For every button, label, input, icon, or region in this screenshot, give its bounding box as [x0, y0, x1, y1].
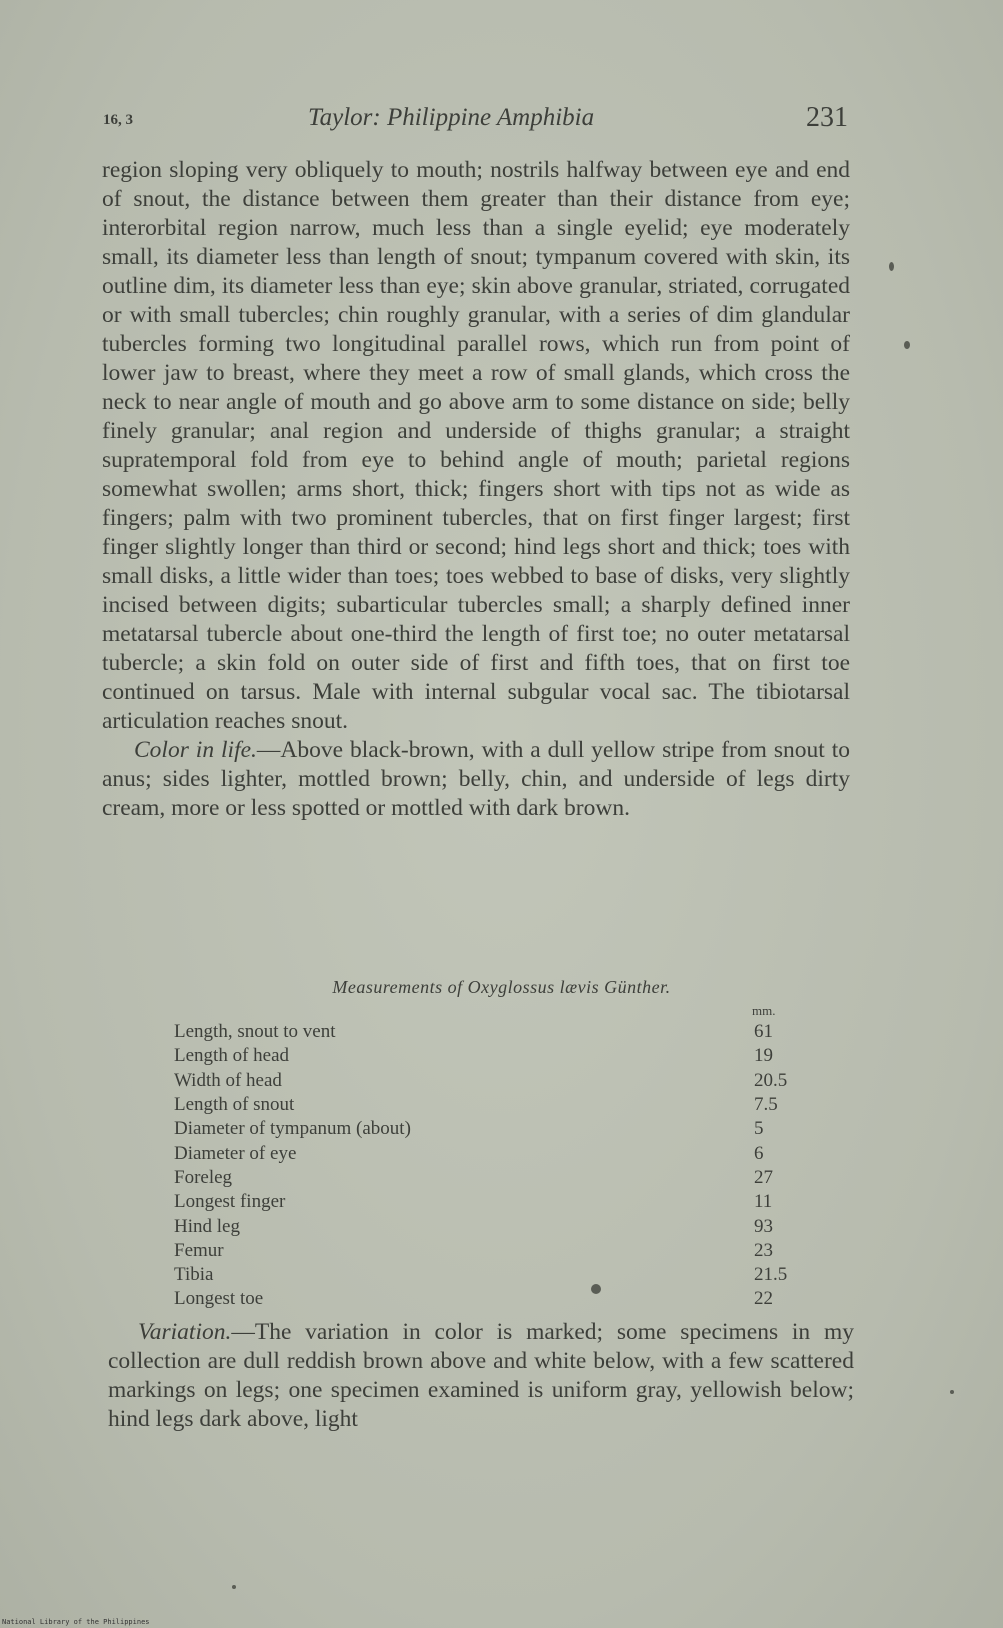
- measurement-value: 19: [754, 1045, 773, 1067]
- measurement-label: Foreleg: [174, 1166, 233, 1188]
- body-text: [102, 156, 850, 823]
- table-row: [174, 1166, 814, 1190]
- measurement-value: 22: [754, 1288, 773, 1310]
- measurement-label: Diameter of eye: [174, 1142, 297, 1164]
- table-row: [174, 1093, 814, 1117]
- variation-paragraph: [108, 1318, 854, 1434]
- measurement-value: 23: [754, 1239, 773, 1261]
- measurement-label: Width of head: [174, 1069, 282, 1091]
- library-credit: National Library of the Philippines: [2, 1618, 150, 1626]
- volume-issue: 16, 3: [103, 112, 133, 128]
- measurements-unit: mm.: [752, 1003, 776, 1018]
- measurement-value: 21.5: [754, 1264, 788, 1286]
- color-in-life-paragraph: [102, 736, 850, 823]
- running-header: [103, 100, 848, 140]
- measurement-label: Length, snout to vent: [174, 1021, 336, 1043]
- color-in-life-text: —Above black-brown, with a dull yellow stripe from snout to anus; sides lighter, mottled brown; belly, chin, and underside of legs dirty cream, more or less spotted or mottled with dark brown.: [102, 737, 850, 821]
- table-row: [174, 1214, 814, 1238]
- table-row: [174, 1069, 814, 1093]
- measurement-value: 5: [754, 1118, 764, 1140]
- measurement-label: Femur: [174, 1239, 224, 1261]
- measurement-value: 93: [754, 1215, 773, 1237]
- measurement-label: Length of head: [174, 1045, 290, 1067]
- description-paragraph: region sloping very obliquely to mouth; nostrils halfway between eye and end of snout, the distance between them greater than their distance from eye; interorbital region narrow, much less than a single eyelid; eye moderately small, its diameter less than length of snout; tympanum covered with skin, its outline dim, its diameter less than eye; skin above granular, striated, corrugated or with small tubercles; chin roughly granular, with a series of dim glandular tubercles forming two longitudinal parallel rows, which run from point of lower jaw to breast, where they meet a row of small glands, which cross the neck to near angle of mouth and go above arm to some distance on side; belly finely granular; anal region and underside of thighs granular; a straight supratemporal fold from eye to behind angle of mouth; parietal regions somewhat swollen; arms short, thick; fingers short with tips not as wide as fingers; palm with two prominent tubercles, that on first finger largest; first finger slightly longer than third or second; hind legs short and thick; toes with small disks, a little wider than toes; toes webbed to base of disks, very slightly incised between digits; subarticular tubercles small; a sharply defined inner metatarsal tubercle about one-third the length of first toe; no outer metatarsal tubercle; a skin fold on outer side of first and fifth toes, that on first toe continued on tarsus. Male with internal subgular vocal sac. The tibiotarsal articulation reaches snout.: [102, 157, 850, 734]
- scan-speck: [232, 1585, 236, 1589]
- measurement-label: Hind leg: [174, 1215, 240, 1237]
- measurement-value: 61: [754, 1021, 773, 1043]
- measurement-value: 20.5: [754, 1069, 788, 1091]
- measurement-label: Diameter of tympanum (about): [174, 1118, 411, 1140]
- measurements-table: [174, 1020, 814, 1312]
- scan-speck: [889, 262, 894, 271]
- measurement-label: Longest toe: [174, 1288, 264, 1310]
- table-row: [174, 1287, 814, 1311]
- variation-text: —The variation in color is marked; some specimens in my collection are dull reddish brown above and white below, with a few scattered markings on legs; one specimen examined is uniform gray, yellowish below; hind legs dark above, light: [108, 1319, 854, 1432]
- scan-speck: [950, 1390, 954, 1394]
- scan-speck: [591, 1284, 601, 1294]
- measurement-value: 27: [754, 1166, 773, 1188]
- table-row: [174, 1263, 814, 1287]
- table-row: [174, 1239, 814, 1263]
- running-title: Taylor: Philippine Amphibia: [308, 104, 595, 131]
- measurement-value: 11: [754, 1191, 773, 1213]
- variation-heading: Variation.: [138, 1319, 232, 1345]
- page-number: 231: [806, 102, 848, 133]
- measurement-label: Tibia: [174, 1264, 214, 1286]
- table-row: [174, 1020, 814, 1044]
- measurement-value: 6: [754, 1142, 764, 1164]
- table-row: [174, 1141, 814, 1165]
- color-in-life-heading: Color in life.: [134, 737, 257, 763]
- measurement-label: Longest finger: [174, 1191, 286, 1213]
- measurement-value: 7.5: [754, 1094, 778, 1116]
- table-row: [174, 1044, 814, 1068]
- table-row: [174, 1117, 814, 1141]
- scan-speck: [904, 341, 910, 349]
- measurements-caption: Measurements of Oxyglossus lævis Günther.: [332, 977, 671, 997]
- table-row: [174, 1190, 814, 1214]
- measurement-label: Length of snout: [174, 1094, 295, 1116]
